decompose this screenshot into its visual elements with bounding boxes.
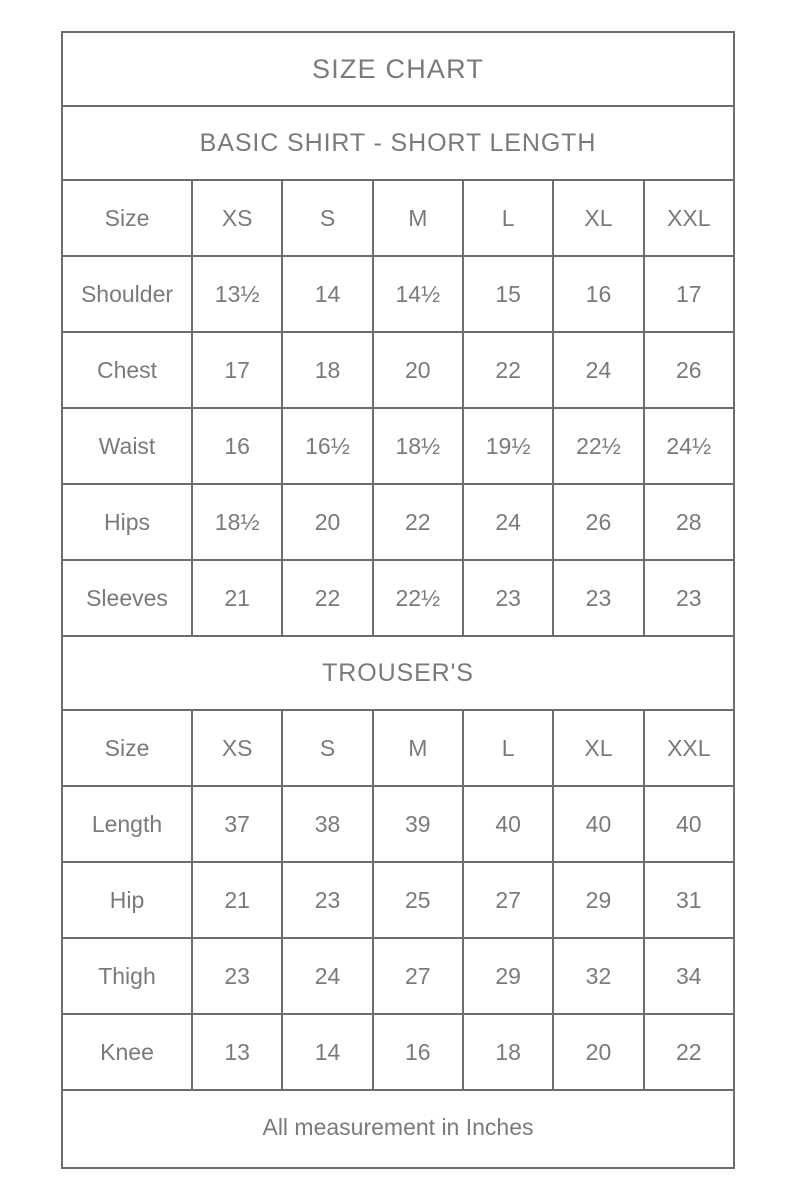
measurement-note: All measurement in Inches	[262, 1113, 534, 1140]
row-value: 27	[374, 939, 464, 1013]
chart-title-band	[63, 33, 733, 107]
row-value: 16	[193, 409, 283, 483]
row-value: 24	[283, 939, 373, 1013]
column-header-m: M	[374, 711, 464, 785]
row-value: 18½	[374, 409, 464, 483]
column-header-xxl: XXL	[667, 734, 711, 761]
table-row	[63, 409, 733, 485]
column-header-l: L	[464, 181, 554, 255]
row-label: Hips	[63, 485, 193, 559]
row-value: 23	[676, 584, 702, 611]
row-value: 29	[464, 939, 554, 1013]
table-row	[63, 939, 733, 1015]
row-value: 21	[193, 863, 283, 937]
column-header-xl: XL	[554, 181, 644, 255]
row-value: 38	[283, 787, 373, 861]
row-value: 25	[374, 863, 464, 937]
row-value: 16½	[283, 409, 373, 483]
row-value: 40	[676, 810, 702, 837]
row-label: Chest	[63, 333, 193, 407]
row-value: 16	[554, 257, 644, 331]
row-value: 22	[374, 485, 464, 559]
row-value: 37	[193, 787, 283, 861]
row-value: 17	[193, 333, 283, 407]
row-value: 18½	[193, 485, 283, 559]
table-header-row-shirt	[63, 181, 733, 257]
row-value: 24	[554, 333, 644, 407]
row-value: 23	[554, 561, 644, 635]
page-title: SIZE CHART	[311, 53, 485, 84]
row-label: Knee	[63, 1015, 193, 1089]
row-value: 23	[193, 939, 283, 1013]
column-header-m: M	[374, 181, 464, 255]
row-value: 13½	[193, 257, 283, 331]
column-header-xxl: XXL	[667, 204, 711, 231]
table-row	[63, 863, 733, 939]
table-row	[63, 257, 733, 333]
row-value: 20	[374, 333, 464, 407]
size-chart-table	[61, 31, 735, 1169]
row-value: 39	[374, 787, 464, 861]
row-value: 29	[554, 863, 644, 937]
row-value: 16	[374, 1015, 464, 1089]
row-value: 14½	[374, 257, 464, 331]
section-heading-label: BASIC SHIRT - SHORT LENGTH	[199, 128, 597, 157]
row-label: Sleeves	[63, 561, 193, 635]
table-row	[63, 561, 733, 637]
column-header-s: S	[283, 181, 373, 255]
row-value: 40	[464, 787, 554, 861]
row-value: 21	[193, 561, 283, 635]
row-value: 17	[676, 280, 702, 307]
row-value: 24	[464, 485, 554, 559]
row-value: 18	[464, 1015, 554, 1089]
row-value: 22	[283, 561, 373, 635]
column-header-s: S	[283, 711, 373, 785]
row-value: 23	[464, 561, 554, 635]
column-header-size: Size	[63, 711, 193, 785]
column-header-l: L	[464, 711, 554, 785]
table-row	[63, 787, 733, 863]
column-header-size: Size	[63, 181, 193, 255]
column-header-xl: XL	[554, 711, 644, 785]
footer-row	[63, 1091, 733, 1167]
row-value: 26	[676, 356, 702, 383]
row-value: 22½	[554, 409, 644, 483]
row-label: Hip	[63, 863, 193, 937]
row-label: Shoulder	[63, 257, 193, 331]
row-value: 22½	[374, 561, 464, 635]
row-value: 24½	[666, 432, 712, 459]
row-value: 19½	[464, 409, 554, 483]
row-value: 34	[676, 962, 702, 989]
row-value: 20	[283, 485, 373, 559]
section-heading-trousers	[63, 637, 733, 711]
column-header-xs: XS	[193, 181, 283, 255]
row-label: Length	[63, 787, 193, 861]
row-value: 26	[554, 485, 644, 559]
row-value: 15	[464, 257, 554, 331]
row-value: 31	[676, 886, 702, 913]
row-value: 14	[283, 1015, 373, 1089]
row-value: 22	[464, 333, 554, 407]
row-value: 23	[283, 863, 373, 937]
table-row	[63, 333, 733, 409]
row-value: 28	[676, 508, 702, 535]
row-value: 22	[676, 1038, 702, 1065]
row-label: Thigh	[63, 939, 193, 1013]
table-row	[63, 485, 733, 561]
row-value: 14	[283, 257, 373, 331]
row-value: 40	[554, 787, 644, 861]
row-value: 13	[193, 1015, 283, 1089]
section-heading-label: TROUSER'S	[322, 658, 474, 687]
table-header-row-trousers	[63, 711, 733, 787]
section-heading-shirt	[63, 107, 733, 181]
row-value: 32	[554, 939, 644, 1013]
table-row	[63, 1015, 733, 1091]
row-value: 18	[283, 333, 373, 407]
row-value: 20	[554, 1015, 644, 1089]
row-label: Waist	[63, 409, 193, 483]
column-header-xs: XS	[193, 711, 283, 785]
row-value: 27	[464, 863, 554, 937]
